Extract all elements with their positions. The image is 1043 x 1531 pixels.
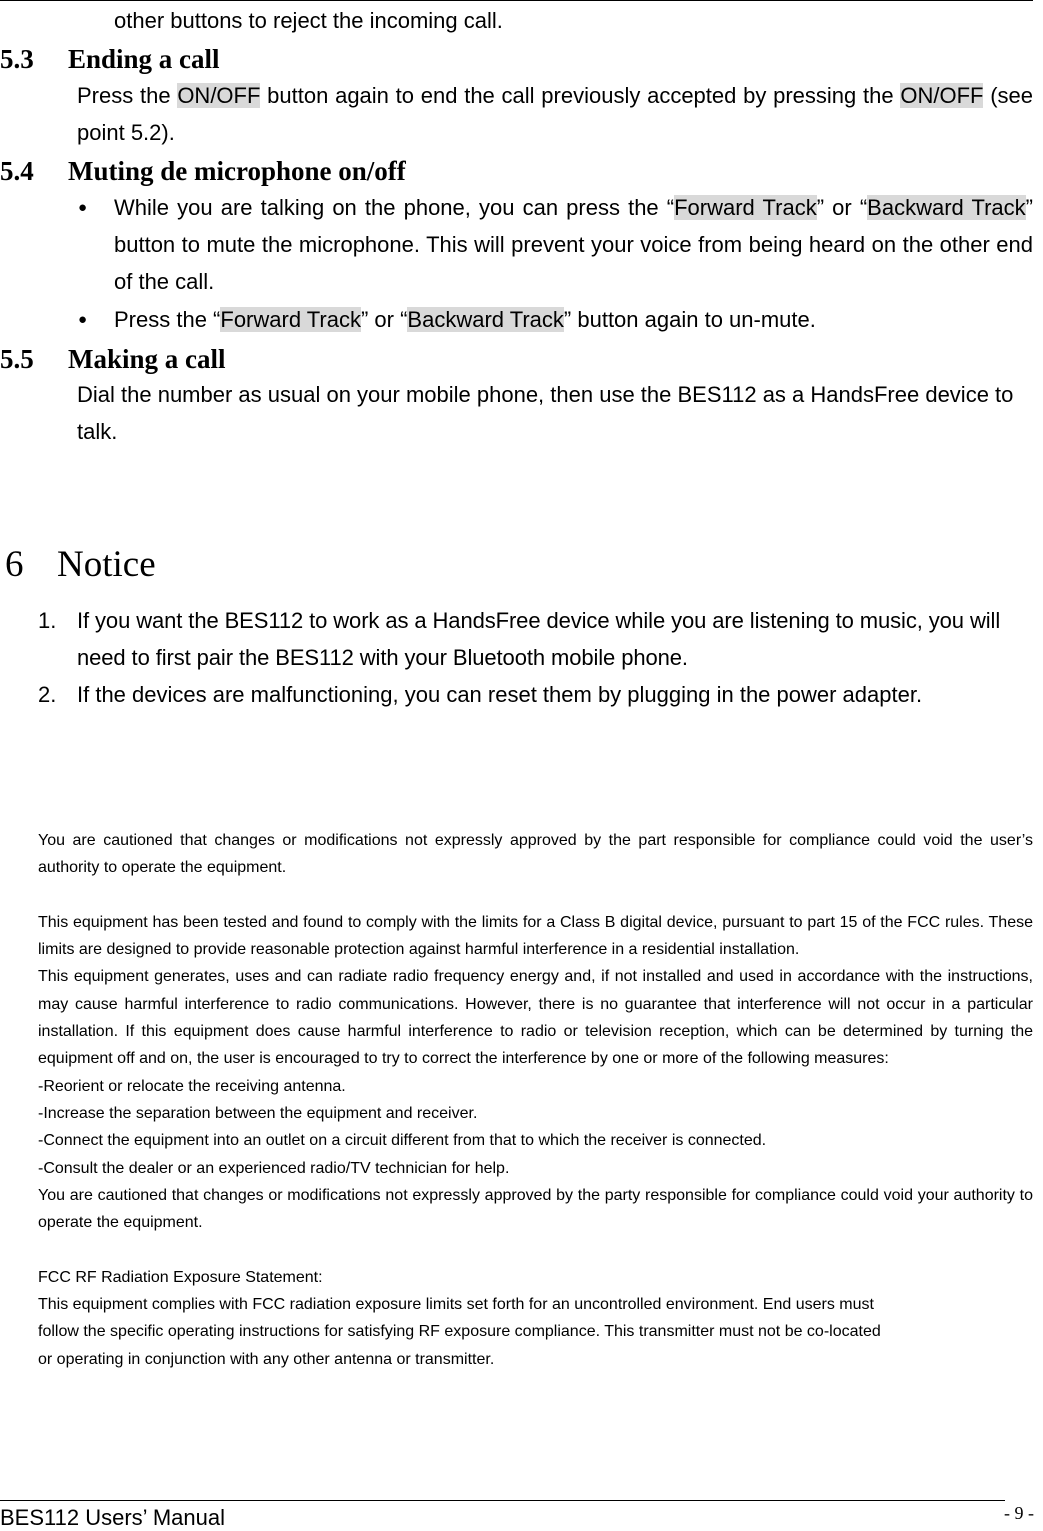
heading-5-4-title: Muting de microphone on/off [68, 156, 406, 186]
heading-5-5-number: 5.5 [0, 344, 34, 374]
notice-marker-2: 2. [38, 682, 57, 707]
text: While you are talking on the phone, you can press the “ [114, 195, 675, 220]
heading-5-3-title: Ending a call [68, 44, 220, 74]
header-rule [0, 0, 1033, 1]
heading-6-title: Notice [57, 544, 156, 585]
backward-track-highlight: Backward Track [867, 195, 1026, 220]
fcc-para-1: You are cautioned that changes or modifications not expressly approved by the part responsible for compliance could void the user’s authority to operate the equipment. [38, 832, 1033, 877]
fcc-rf-line-3: or operating in conjunction with any other antenna or transmitter. [38, 1350, 495, 1368]
forward-track-highlight: Forward Track [220, 307, 361, 332]
backward-track-highlight: Backward Track [407, 307, 564, 332]
fcc-statement [38, 827, 1033, 1373]
fcc-rf-title: FCC RF Radiation Exposure Statement: [38, 1268, 323, 1286]
heading-5-4 [0, 155, 1000, 187]
fcc-measure-3: -Connect the equipment into an outlet on a circuit different from that to which the receiver is connected. [38, 1132, 767, 1150]
notice-marker-1: 1. [38, 608, 57, 633]
fcc-measure-1: -Reorient or relocate the receiving antenna. [38, 1077, 346, 1095]
text: ” or “ [360, 307, 408, 332]
paragraph-5-3 [77, 77, 1033, 151]
text: (see point 5.2). [77, 83, 1033, 145]
text: ” button again to un-mute. [563, 307, 816, 332]
fcc-rf-line-1: This equipment complies with FCC radiation exposure limits set forth for an uncontrolled environment. End users must [38, 1296, 874, 1314]
heading-5-3-number: 5.3 [0, 44, 34, 74]
bullet-icon: ● [78, 311, 88, 328]
on-off-highlight: ON/OFF [177, 83, 261, 108]
footer-title: BES112 Users’ Manual [0, 1505, 225, 1530]
notice-item-2: If the devices are malfunctioning, you can reset them by plugging in the power adapter. [77, 682, 923, 707]
intro-line: other buttons to reject the incoming call. [114, 8, 503, 33]
bullet-icon: ● [78, 199, 88, 216]
on-off-highlight: ON/OFF [900, 83, 984, 108]
fcc-measure-2: -Increase the separation between the equipment and receiver. [38, 1104, 478, 1122]
heading-5-4-number: 5.4 [0, 156, 34, 186]
text: ” button to mute the microphone. This will prevent your voice from being heard on the other end of the call. [114, 195, 1033, 294]
fcc-para-4: You are cautioned that changes or modifications not expressly approved by the party responsible for compliance could void your authority to operate the equipment. [38, 1186, 1033, 1232]
paragraph-5-5: Dial the number as usual on your mobile phone, then use the BES112 as a HandsFree device to talk. [77, 382, 1014, 444]
bullet-item-2 [114, 301, 1033, 338]
forward-track-highlight: Forward Track [674, 195, 817, 220]
text: button again to end the call previously accepted by pressing the [260, 83, 901, 108]
fcc-para-3: This equipment generates, uses and can radiate radio frequency energy and, if not installed and used in accordance with the instructions, may cause harmful interference to radio communications. However, there is no guarantee that interference will not occur in a particular installation. If this equipment does cause harmful interference to radio or television reception, which can be determined by turning the equipment off and on, the user is encouraged to try to correct the interference by one or more of the following measures: [38, 968, 1033, 1068]
fcc-para-2: This equipment has been tested and found to comply with the limits for a Class B digital device, pursuant to part 15 of the FCC rules. These limits are designed to provide reasonable protection against harmful interference in a residential installation. [38, 913, 1033, 959]
heading-5-3 [0, 43, 1000, 75]
heading-5-5-title: Making a call [68, 344, 226, 374]
heading-6 [0, 541, 600, 589]
text: Press the “ [114, 307, 221, 332]
bullet-item-1 [114, 189, 1033, 300]
text: ” or “ [816, 195, 868, 220]
notice-item-1: If you want the BES112 to work as a HandsFree device while you are listening to music, you will need to first pair the BES112 with your Bluetooth mobile phone. [77, 608, 1001, 670]
fcc-measure-4: -Consult the dealer or an experienced radio/TV technician for help. [38, 1159, 510, 1177]
fcc-rf-line-2: follow the specific operating instructions for satisfying RF exposure compliance. This transmitter must not be co-located [38, 1323, 881, 1341]
page-number: - 9 - [1004, 1503, 1034, 1523]
text: Press the [77, 83, 178, 108]
heading-5-5 [0, 343, 1000, 375]
heading-6-number: 6 [5, 544, 24, 585]
footer-rule [0, 1500, 1005, 1501]
